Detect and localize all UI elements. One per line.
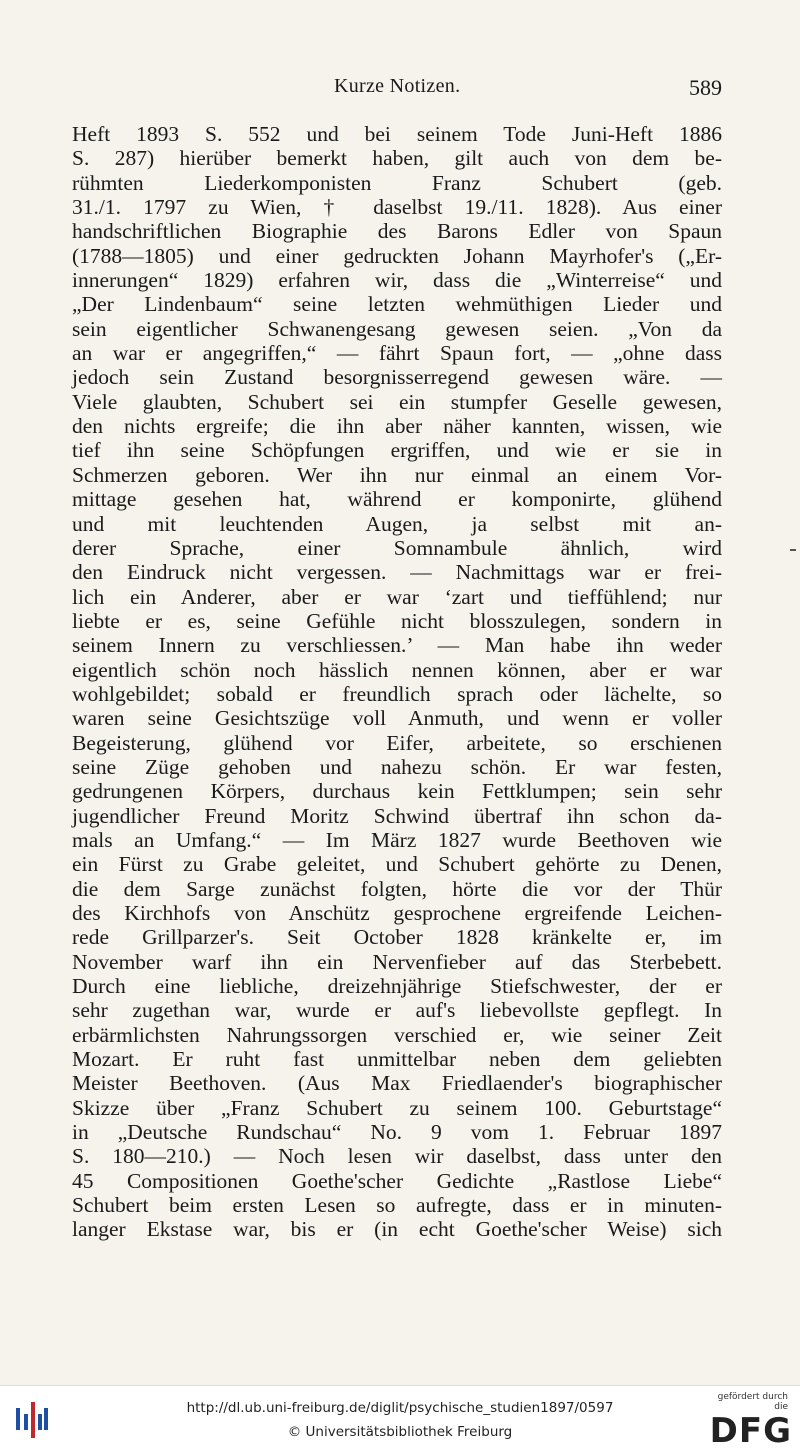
page-header <box>72 75 722 105</box>
text-line: in „Deutsche Rundschau“ No. 9 vom 1. Februar 1897 <box>72 1120 722 1145</box>
running-title: Kurze Notizen. <box>334 75 461 97</box>
text-line: handschriftlichen Biographie des Barons Edler von Spaun <box>72 219 722 244</box>
dfg-tagline: gefördert durch die <box>717 1392 788 1412</box>
text-line: 31./1. 1797 zu Wien, † daselbst 19./11. 1828). Aus einer <box>72 195 722 220</box>
text-line: Mozart. Er ruht fast unmittelbar neben dem geliebten <box>72 1047 722 1072</box>
text-line: Meister Beethoven. (Aus Max Friedlaender's biographischer <box>72 1071 722 1096</box>
text-line: den Eindruck nicht vergessen. — Nachmittags war er frei- <box>72 560 722 585</box>
copyright-notice: © Universitätsbibliothek Freiburg <box>287 1424 513 1440</box>
text-line: an war er angegriffen,“ — fährt Spaun fort, — „ohne dass <box>72 341 722 366</box>
text-line: Schubert beim ersten Lesen so aufregte, dass er in minuten- <box>72 1193 722 1218</box>
text-line: Heft 1893 S. 552 und bei seinem Tode Juni-Heft 1886 <box>72 122 722 146</box>
text-line: liebte er es, seine Gefühle nicht blosszulegen, sondern in <box>72 608 722 633</box>
page-number: 589 <box>689 75 722 100</box>
text-line: wohlgebildet; sobald er freundlich sprach oder lächelte, so <box>72 681 722 706</box>
text-line: sein eigentlicher Schwanengesang gewesen seien. „Von da <box>72 316 722 341</box>
dfg-logo <box>702 1392 792 1451</box>
text-line: die dem Sarge zunächst folgten, hörte die vor der Thür <box>72 876 722 901</box>
text-line: und mit leuchtenden Augen, ja selbst mit an- <box>72 511 722 536</box>
text-line: Begeisterung, glühend vor Eifer, arbeitete, so erschienen <box>72 730 722 755</box>
text-line: (1788—1805) und einer gedruckten Johann Mayrhofer's („Er- <box>72 243 722 268</box>
viewer-footer <box>0 1385 800 1452</box>
text-line: lich ein Anderer, aber er war ‘zart und tieffühlend; nur <box>72 584 722 609</box>
text-line: rühmten Liederkomponisten Franz Schubert (geb. <box>72 170 722 195</box>
text-line: sehr zugethan war, wurde er auf's liebevollste gepflegt. In <box>72 998 722 1023</box>
margin-mark <box>790 549 796 551</box>
text-line: 45 Compositionen Goethe'scher Gedichte „Rastlose Liebe“ <box>72 1168 722 1193</box>
text-line: jugendlicher Freund Moritz Schwind übertraf ihn schon da- <box>72 803 722 828</box>
text-line: November warf ihn ein Nervenfieber auf das Sterbebett. <box>72 949 722 974</box>
text-line: Durch eine liebliche, dreizehnjährige Stiefschwester, der er <box>72 974 722 999</box>
text-line: eigentlich schön noch hässlich nennen können, aber er war <box>72 657 722 682</box>
text-line: rede Grillparzer's. Seit October 1828 kränkelte er, im <box>72 925 722 950</box>
text-line: jedoch sein Zustand besorgnisserregend gewesen wäre. — <box>72 365 722 390</box>
text-line: tief ihn seine Schöpfungen ergriffen, und wie er sie in <box>72 438 722 463</box>
text-line: mittage gesehen hat, während er komponirte, glühend <box>72 487 722 512</box>
text-line: S. 287) hierüber bemerkt haben, gilt auch von dem be- <box>72 146 722 171</box>
text-line: Skizze über „Franz Schubert zu seinem 100. Geburtstage“ <box>72 1095 722 1120</box>
text-line: erbärmlichsten Nahrungssorgen verschied er, wie seiner Zeit <box>72 1022 722 1047</box>
text-line: Schmerzen geboren. Wer ihn nur einmal an einem Vor- <box>72 462 722 487</box>
text-line: seinem Innern zu verschliessen.’ — Man habe ihn weder <box>72 633 722 658</box>
text-line: langer Ekstase war, bis er (in echt Goethe'scher Weise) sich <box>72 1217 722 1242</box>
document-url-link[interactable]: http://dl.ub.uni-freiburg.de/diglit/psychische_studien1897/0597 <box>186 1400 614 1416</box>
text-line: den nichts ergreife; die ihn aber näher kannten, wissen, wie <box>72 414 722 439</box>
text-line: „Der Lindenbaum“ seine letzten wehmüthigen Lieder und <box>72 292 722 317</box>
text-line: S. 180—210.) — Noch lesen wir daselbst, dass unter den <box>72 1144 722 1169</box>
text-line: mals an Umfang.“ — Im März 1827 wurde Beethoven wie <box>72 827 722 852</box>
text-line: des Kirchhofs von Anschütz gesprochene ergreifende Leichen- <box>72 901 722 925</box>
text-line: derer Sprache, einer Somnambule ähnlich, wird <box>72 535 722 560</box>
text-line: innerungen“ 1829) erfahren wir, dass die „Winterreise“ und <box>72 268 722 293</box>
text-line: waren seine Gesichtszüge voll Anmuth, und wenn er voller <box>72 706 722 731</box>
text-line: gedrungenen Körpers, durchaus kein Fettklumpen; sein sehr <box>72 779 722 804</box>
body-text <box>72 122 722 1242</box>
dfg-wordmark: DFG <box>709 1411 792 1451</box>
text-line: ein Fürst zu Grabe geleitet, und Schubert gehörte zu Denen, <box>72 852 722 877</box>
text-line: seine Züge gehoben und nahezu schön. Er war festen, <box>72 754 722 779</box>
text-line: Viele glaubten, Schubert sei ein stumpfer Geselle gewesen, <box>72 389 722 414</box>
